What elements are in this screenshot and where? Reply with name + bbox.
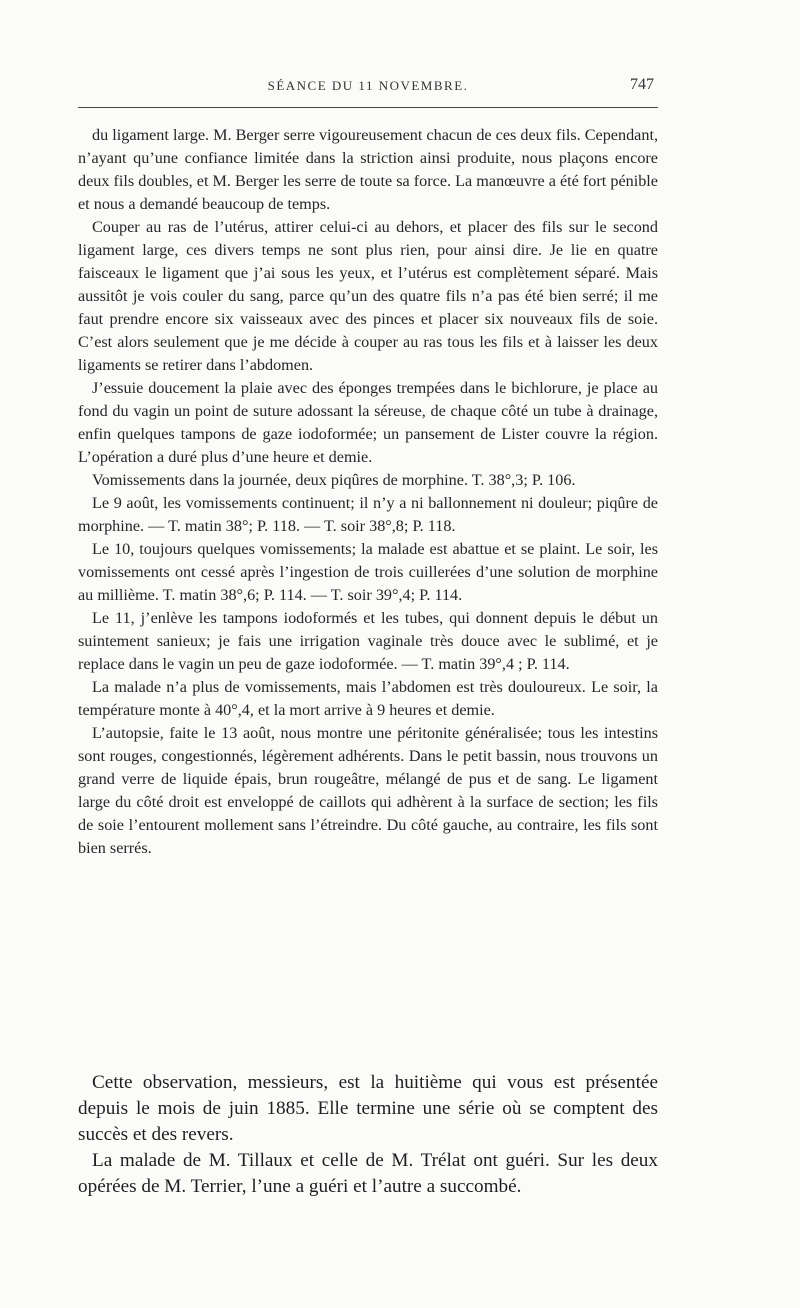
paragraph-vomiting-day: Vomissements dans la journée, deux piqûres de morphine. T. 38°,3; P. 106. xyxy=(92,471,576,489)
paragraph-autopsy: L’autopsie, faite le 13 août, nous montre une péritonite généralisée; tous les intestins sont rouges, congestionnés, légèrement adhérents. Dans le petit bassin, nous trouvons un grand verre de liquide épais, brun rougeâtre, mélangé de pus et de sang. Le ligament large du côté droit est enveloppé de caillots qui adhèrent à la surface de section; les fils de soie l’entourent mollement sans l’étreindre. Du côté gauche, au contraire, les fils sont bien serrés. xyxy=(78,724,658,857)
paragraph-august-11: Le 11, j’enlève les tampons iodoformés et les tubes, qui donnent depuis le début un suintement sanieux; je fais une irrigation vaginale très douce avec le sublimé, et je replace dans le vagin un peu de gaze iodoformée. — T. matin 39°,4 ; P. 114. xyxy=(78,609,658,673)
closing-remarks xyxy=(78,1070,658,1200)
paragraph-ligament-suture: du ligament large. M. Berger serre vigoureusement chacun de ces deux fils. Cependant, n’ayant qu’une confiance limitée dans la striction ainsi produite, nous plaçons encore deux fils doubles, et M. Berger les serre de toute sa force. La manœuvre a été fort pénible et nous a demandé beaucoup de temps. xyxy=(78,126,658,213)
case-report-text xyxy=(78,124,658,860)
page-number: 747 xyxy=(630,76,654,93)
running-title: SÉANCE DU 11 NOVEMBRE. xyxy=(267,78,469,93)
closing-paragraph-outcomes: La malade de M. Tillaux et celle de M. Trélat ont guéri. Sur les deux opérées de M. Terrier, l’une a guéri et l’autre a succombé. xyxy=(78,1150,658,1197)
paragraph-second-ligament: Couper au ras de l’utérus, attirer celui-ci au dehors, et placer des fils sur le second ligament large, ces divers temps ne sont plus rien, pour ainsi dire. Je lie en quatre faisceaux le ligament que j’ai sous les yeux, et l’utérus est complètement séparé. Mais aussitôt je vois couler du sang, parce qu’un des quatre fils n’a pas été bien serré; il me faut prendre encore six vaisseaux avec des pinces et placer six nouveaux fils de soie. C’est alors seulement que je me décide à couper au ras tous les fils et à laisser les deux ligaments se retirer dans l’abdomen. xyxy=(78,218,658,374)
closing-paragraph-series: Cette observation, messieurs, est la huitième qui vous est présentée depuis le mois de juin 1885. Elle termine une série où se comptent des succès et des revers. xyxy=(78,1072,658,1145)
page-header xyxy=(78,76,658,102)
paragraph-death: La malade n’a plus de vomissements, mais l’abdomen est très douloureux. Le soir, la température monte à 40°,4, et la mort arrive à 9 heures et demie. xyxy=(78,678,658,719)
paragraph-dressing: J’essuie doucement la plaie avec des éponges trempées dans le bichlorure, je place au fond du vagin un point de suture adossant la séreuse, de chaque côté un tube à drainage, enfin quelques tampons de gaze iodoformée; un pansement de Lister couvre la région. L’opération a duré plus d’une heure et demie. xyxy=(78,379,658,466)
paragraph-august-10: Le 10, toujours quelques vomissements; la malade est abattue et se plaint. Le soir, les vomissements ont cessé après l’ingestion de trois cuillerées d’une solution de morphine au millième. T. matin 38°,6; P. 114. — T. soir 39°,4; P. 114. xyxy=(78,540,658,604)
header-rule xyxy=(78,107,658,108)
paragraph-august-9: Le 9 août, les vomissements continuent; il n’y a ni ballonnement ni douleur; piqûre de morphine. — T. matin 38°; P. 118. — T. soir 38°,8; P. 118. xyxy=(78,494,658,535)
